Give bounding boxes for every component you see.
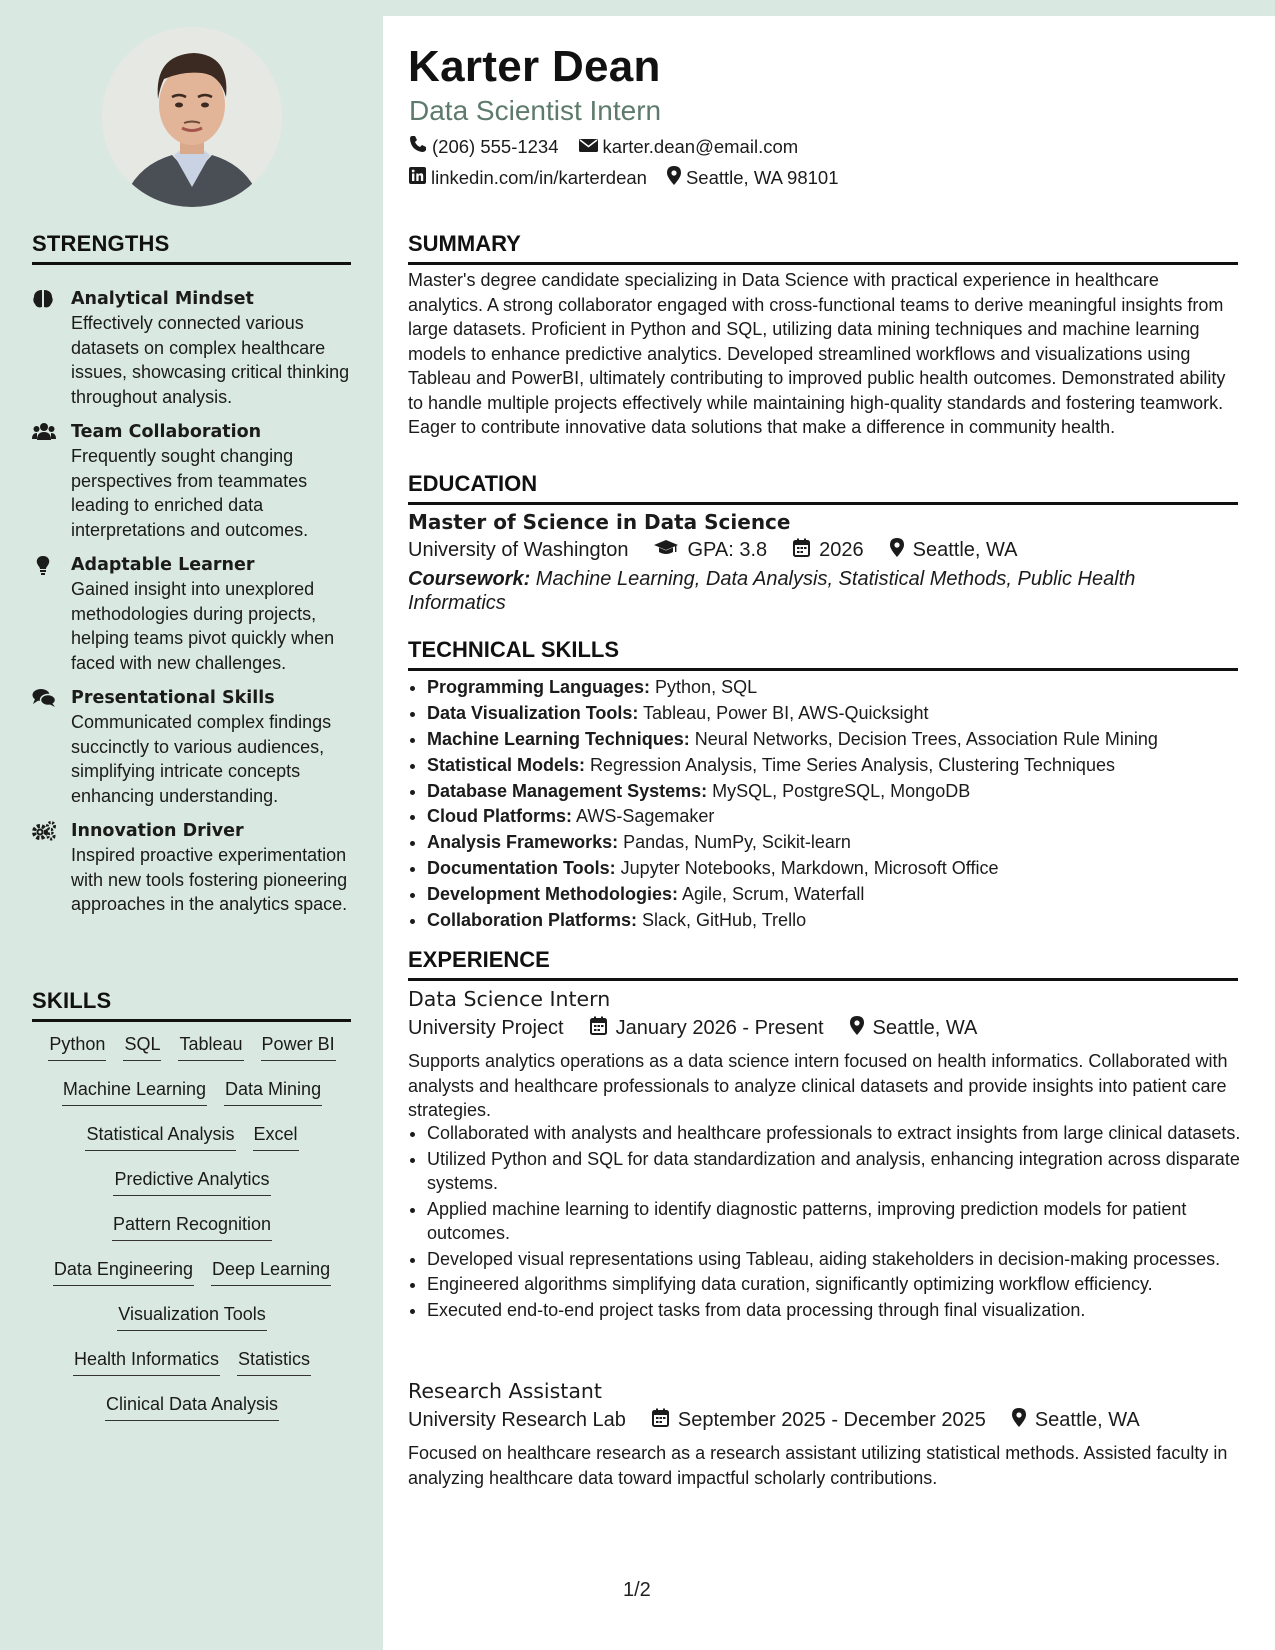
lightbulb-icon xyxy=(32,555,56,575)
strength-description: Communicated complex findings succinctly to various audiences, simplifying intricate concepts enhancing understanding. xyxy=(71,712,332,806)
skill-tag: Deep Learning xyxy=(211,1259,331,1286)
main-content xyxy=(383,16,1275,1650)
list-item: • Statistical Models: Regression Analysis, Time Series Analysis, Clustering Techniques xyxy=(427,753,1267,778)
technical-skills-heading: TECHNICAL SKILLS xyxy=(408,637,1238,671)
strength-description: Effectively connected various datasets on complex healthcare issues, showcasing critical thinking throughout analysis. xyxy=(71,313,350,407)
graduation-year: 2026 xyxy=(819,539,864,561)
location-pin-icon xyxy=(890,538,904,563)
job-dates: September 2025 - December 2025 xyxy=(677,1409,986,1431)
job-summary: Supports analytics operations as a data science intern focused on health informatics. Collaborated with analysts and healthcare professionals to analyze clinical datasets and provide insights into patient care strategies. xyxy=(408,1051,1228,1120)
summary-text: Master's degree candidate specializing in Data Science with practical experience in healthcare analytics. A strong collaborator engaged with cross-functional teams to derive meaningful insights from large datasets. Proficient in Python and SQL, utilizing data mining techniques and machine learning models to enhance predictive analytics. Developed streamlined workflows and visualizations using Tableau and PowerBI, ultimately contributing to improved public health outcomes. Demonstrated ability to handle multiple projects effectively while maintaining high-quality standards and fostering teamwork. Eager to contribute innovative data solutions that make a difference in community health. xyxy=(408,270,1226,437)
skill-tag: Excel xyxy=(253,1124,299,1151)
strengths-heading: STRENGTHS xyxy=(32,231,351,265)
gpa: GPA: 3.8 xyxy=(687,539,768,561)
location-pin-icon xyxy=(667,166,681,190)
job-title: Data Scientist Intern xyxy=(409,95,662,126)
contact-line-1 xyxy=(409,135,798,158)
strength-title: Team Collaboration xyxy=(71,422,262,442)
coursework-list: Machine Learning, Data Analysis, Statistical Methods, Public Health Informatics xyxy=(408,568,1136,614)
strength-title: Innovation Driver xyxy=(71,821,244,841)
job-meta-2 xyxy=(408,1408,1140,1433)
skill-tag: Clinical Data Analysis xyxy=(105,1394,279,1421)
job-summary: Focused on healthcare research as a research assistant utilizing statistical methods. Assisted faculty in analyzing healthcare data toward impactful scholarly contributions. xyxy=(408,1443,1228,1488)
list-item: • Engineered algorithms simplifying data curation, significantly optimizing workflow efficiency. xyxy=(427,1272,1267,1298)
list-item: • Applied machine learning to identify diagnostic patterns, improving prediction models for patient outcomes. xyxy=(427,1197,1267,1247)
skill-tag: Health Informatics xyxy=(73,1349,220,1376)
school-location: Seattle, WA xyxy=(912,539,1018,561)
school-name: University of Washington xyxy=(408,539,629,561)
education-meta xyxy=(408,538,1018,563)
linkedin-icon xyxy=(409,167,426,189)
job-location: Seattle, WA xyxy=(1034,1409,1140,1431)
education-heading: EDUCATION xyxy=(408,471,1238,505)
list-item: • Data Visualization Tools: Tableau, Power BI, AWS-Quicksight xyxy=(427,701,1267,726)
skill-tag: Statistical Analysis xyxy=(85,1124,235,1151)
users-icon xyxy=(32,422,56,442)
strength-item xyxy=(32,686,352,808)
calendar-icon xyxy=(793,538,810,563)
calendar-icon xyxy=(652,1408,669,1433)
list-item: • Executed end-to-end project tasks from data processing through final visualization. xyxy=(427,1298,1267,1324)
candidate-name: Karter Dean xyxy=(408,42,661,91)
job-title-2: Research Assistant xyxy=(408,1379,602,1403)
strength-title: Presentational Skills xyxy=(71,688,275,708)
list-item: • Development Methodologies: Agile, Scrum, Waterfall xyxy=(427,882,1267,907)
summary-heading: SUMMARY xyxy=(408,231,1238,265)
job-title-1: Data Science Intern xyxy=(408,987,611,1011)
skill-tag: Predictive Analytics xyxy=(113,1169,270,1196)
graduation-cap-icon xyxy=(654,539,678,562)
strength-item xyxy=(32,819,352,917)
skill-tag: Statistics xyxy=(237,1349,311,1376)
contact-location: Seattle, WA 98101 xyxy=(685,167,839,188)
skill-tag: Tableau xyxy=(178,1034,243,1061)
email-icon xyxy=(579,136,598,158)
calendar-icon xyxy=(590,1016,607,1041)
strength-description: Frequently sought changing perspectives from teammates leading to enriched data interpretations and outcomes. xyxy=(71,446,309,540)
phone-icon xyxy=(409,135,427,158)
job-bullets xyxy=(408,1121,1267,1323)
skill-tag: Python xyxy=(48,1034,106,1061)
list-item: • Machine Learning Techniques: Neural Networks, Decision Trees, Association Rule Mining xyxy=(427,727,1267,752)
skill-tag: Pattern Recognition xyxy=(112,1214,272,1241)
organization: University Research Lab xyxy=(408,1409,626,1431)
skill-tag: Data Mining xyxy=(224,1079,322,1106)
skill-tag: SQL xyxy=(123,1034,161,1061)
location-pin-icon xyxy=(1012,1408,1026,1433)
job-location: Seattle, WA xyxy=(872,1017,978,1039)
list-item: • Database Management Systems: MySQL, PostgreSQL, MongoDB xyxy=(427,779,1267,804)
strength-description: Gained insight into unexplored methodologies during projects, helping teams pivot quickly when faced with new challenges. xyxy=(71,579,335,673)
list-item: • Utilized Python and SQL for data standardization and analysis, enhancing integration across disparate systems. xyxy=(427,1147,1267,1197)
skill-tag: Power BI xyxy=(261,1034,336,1061)
list-item: • Documentation Tools: Jupyter Notebooks, Markdown, Microsoft Office xyxy=(427,856,1267,881)
contact-line-2 xyxy=(409,166,839,190)
linkedin-url[interactable]: linkedin.com/in/karterdean xyxy=(431,167,647,188)
skill-tag: Machine Learning xyxy=(62,1079,207,1106)
strength-item xyxy=(32,420,352,542)
page-number: 1/2 xyxy=(623,1579,651,1601)
list-item: • Developed visual representations using Tableau, aiding stakeholders in decision-making processes. xyxy=(427,1247,1267,1273)
strengths-list xyxy=(32,287,352,928)
strength-title: Adaptable Learner xyxy=(71,555,255,575)
profile-photo xyxy=(102,27,282,207)
list-item: • Programming Languages: Python, SQL xyxy=(427,675,1267,700)
location-pin-icon xyxy=(850,1016,864,1041)
list-item: • Cloud Platforms: AWS-Sagemaker xyxy=(427,804,1267,829)
skill-tag: Data Engineering xyxy=(53,1259,194,1286)
chat-bubbles-icon xyxy=(32,688,56,708)
organization: University Project xyxy=(408,1017,564,1039)
strength-title: Analytical Mindset xyxy=(71,289,254,309)
strength-item xyxy=(32,287,352,409)
list-item: • Collaboration Platforms: Slack, GitHub, Trello xyxy=(427,908,1267,933)
skill-tag: Visualization Tools xyxy=(117,1304,266,1331)
phone-number: (206) 555-1234 xyxy=(432,135,559,157)
email-address[interactable]: karter.dean@email.com xyxy=(602,135,799,157)
brain-icon xyxy=(32,289,56,309)
degree-title: Master of Science in Data Science xyxy=(408,510,791,534)
sidebar xyxy=(0,0,383,1650)
coursework xyxy=(408,567,1208,615)
list-item: • Collaborated with analysts and healthcare professionals to extract insights from large clinical datasets. xyxy=(427,1121,1267,1147)
job-meta-1 xyxy=(408,1016,977,1041)
skills-tags xyxy=(32,1034,352,1439)
job-dates: January 2026 - Present xyxy=(615,1017,824,1039)
technical-skills-list xyxy=(408,675,1267,934)
experience-heading: EXPERIENCE xyxy=(408,947,1238,981)
coursework-label: Coursework: xyxy=(408,568,531,590)
skills-heading: SKILLS xyxy=(32,988,351,1022)
strength-item xyxy=(32,553,352,675)
list-item: • Analysis Frameworks: Pandas, NumPy, Scikit-learn xyxy=(427,830,1267,855)
gears-icon xyxy=(32,821,56,841)
strength-description: Inspired proactive experimentation with new tools fostering pioneering approaches in the analytics space. xyxy=(71,845,348,914)
